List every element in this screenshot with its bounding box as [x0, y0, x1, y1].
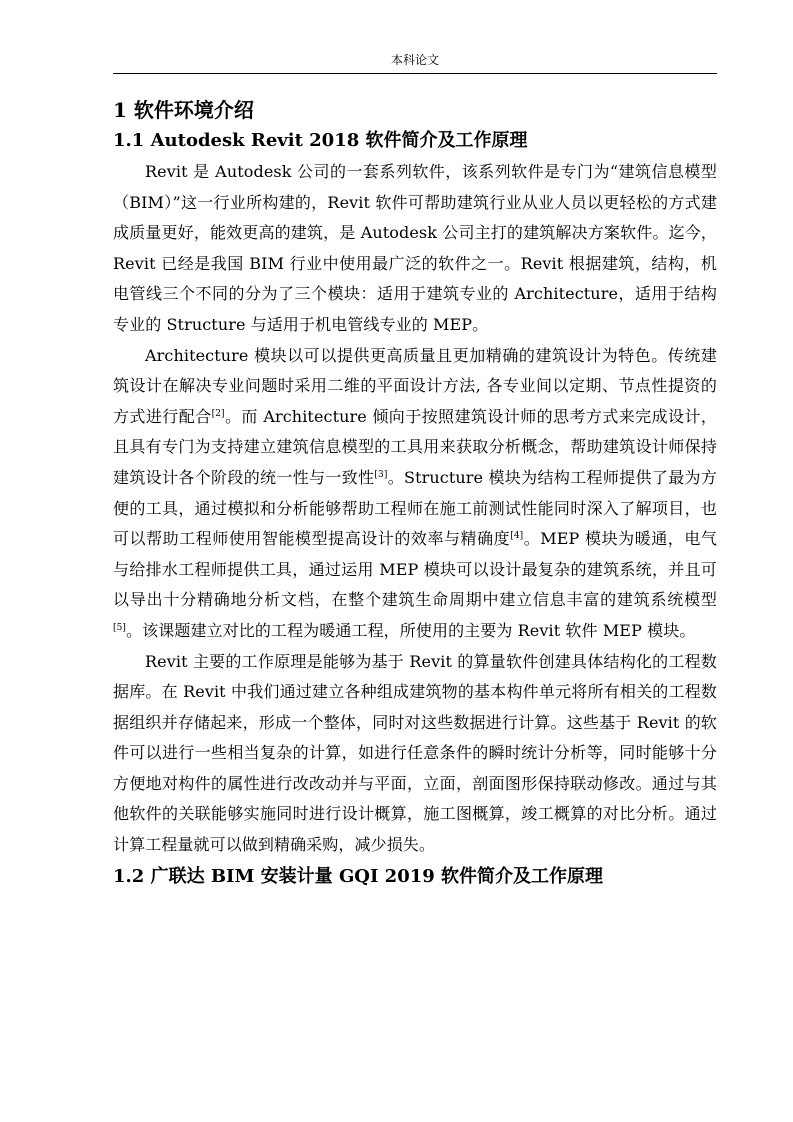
page-body [113, 95, 717, 893]
section-heading-1-2: 1.2 广联达 BIM 安装计量 GQI 2019 软件简介及工作原理 [113, 865, 604, 887]
citation-ref[interactable]: [5] [113, 622, 127, 633]
paragraph-text: 。MEP 模块为暖通，电气与给排水工程师提供工具，通过运用 MEP 模块可以设计最复杂的建筑系统，并且可以导出十分精确地分析文档，在整个建筑生命周期中建立信息丰富的建筑系统模型 [113, 529, 717, 610]
page-header: 本科论文 [390, 53, 439, 67]
citation-ref[interactable]: [2] [211, 408, 225, 419]
header-divider [113, 73, 717, 74]
paragraph-text: Architecture 模块以可以提供更高质量且更加精确的建筑设计为特色。传统建筑设计在解决专业问题时采用二维的平面设计方法, 各专业间以定期、节点性提资的方式进行配合 [113, 345, 717, 426]
chapter-heading: 1 软件环境介绍 [113, 98, 254, 122]
paragraph-revit-principle: Revit 主要的工作原理是能够为基于 Revit 的算量软件创建具体结构化的工程数据库。在 Revit 中我们通过建立各种组成建筑物的基本构件单元将所有相关的工程数据组织并存储起来，形成一个整体，同时对这些数据进行计算。这些基于 Revit 的软件可以进行一些相当复杂的计算，如进行任意条件的瞬时统计分析等，同时能够十分方便地对构件的属性进行改改动并与平面，立面，剖面图形保持联动修改。通过与其他软件的关联能够实施同时进行设计概算，施工图概算，竣工概算的对比分析。通过计算工程量就可以做到精确采购，减少损失。 [113, 651, 717, 855]
paragraph-revit-intro: Revit 是 Autodesk 公司的一套系列软件，该系列软件是专门为“建筑信息模型（BIM）”这一行业所构建的，Revit 软件可帮助建筑行业从业人员以更轻松的方式建成质量更好，能效更高的建筑，是 Autodesk 公司主打的建筑解决方案软件。迄今，Revit 已经是我国 BIM 行业中使用最广泛的软件之一。Revit 根据建筑，结构，机电管线三个不同的分为了三个模块：适用于建筑专业的 Architecture，适用于结构专业的 Structure 与适用于机电管线专业的 MEP。 [113, 162, 717, 334]
paragraph-text: 。该课题建立对比的工程为暖通工程，所使用的主要为 Revit 软件 MEP 模块。 [126, 620, 696, 640]
paragraph-text: 。Structure 模块为结构工程师提供了最为方便的工具，通过模拟和分析能够帮助工程师在施工前测试性能同时深入了解项目，也可以帮助工程师使用智能模型提高设计的效率与精确度 [113, 467, 717, 549]
citation-ref[interactable]: [4] [510, 531, 524, 542]
paragraph-revit-modules [113, 341, 717, 647]
citation-ref[interactable]: [3] [374, 469, 388, 480]
paragraph-text: 。而 Architecture 倾向于按照建筑设计师的思考方式来完成设计，且具有专门为支持建立建筑信息模型的工具用来获取分析概念，帮助建筑设计师保持建筑设计各个阶段的统一性与一致性 [113, 406, 718, 487]
section-heading-1-1: 1.1 Autodesk Revit 2018 软件简介及工作原理 [113, 130, 528, 151]
